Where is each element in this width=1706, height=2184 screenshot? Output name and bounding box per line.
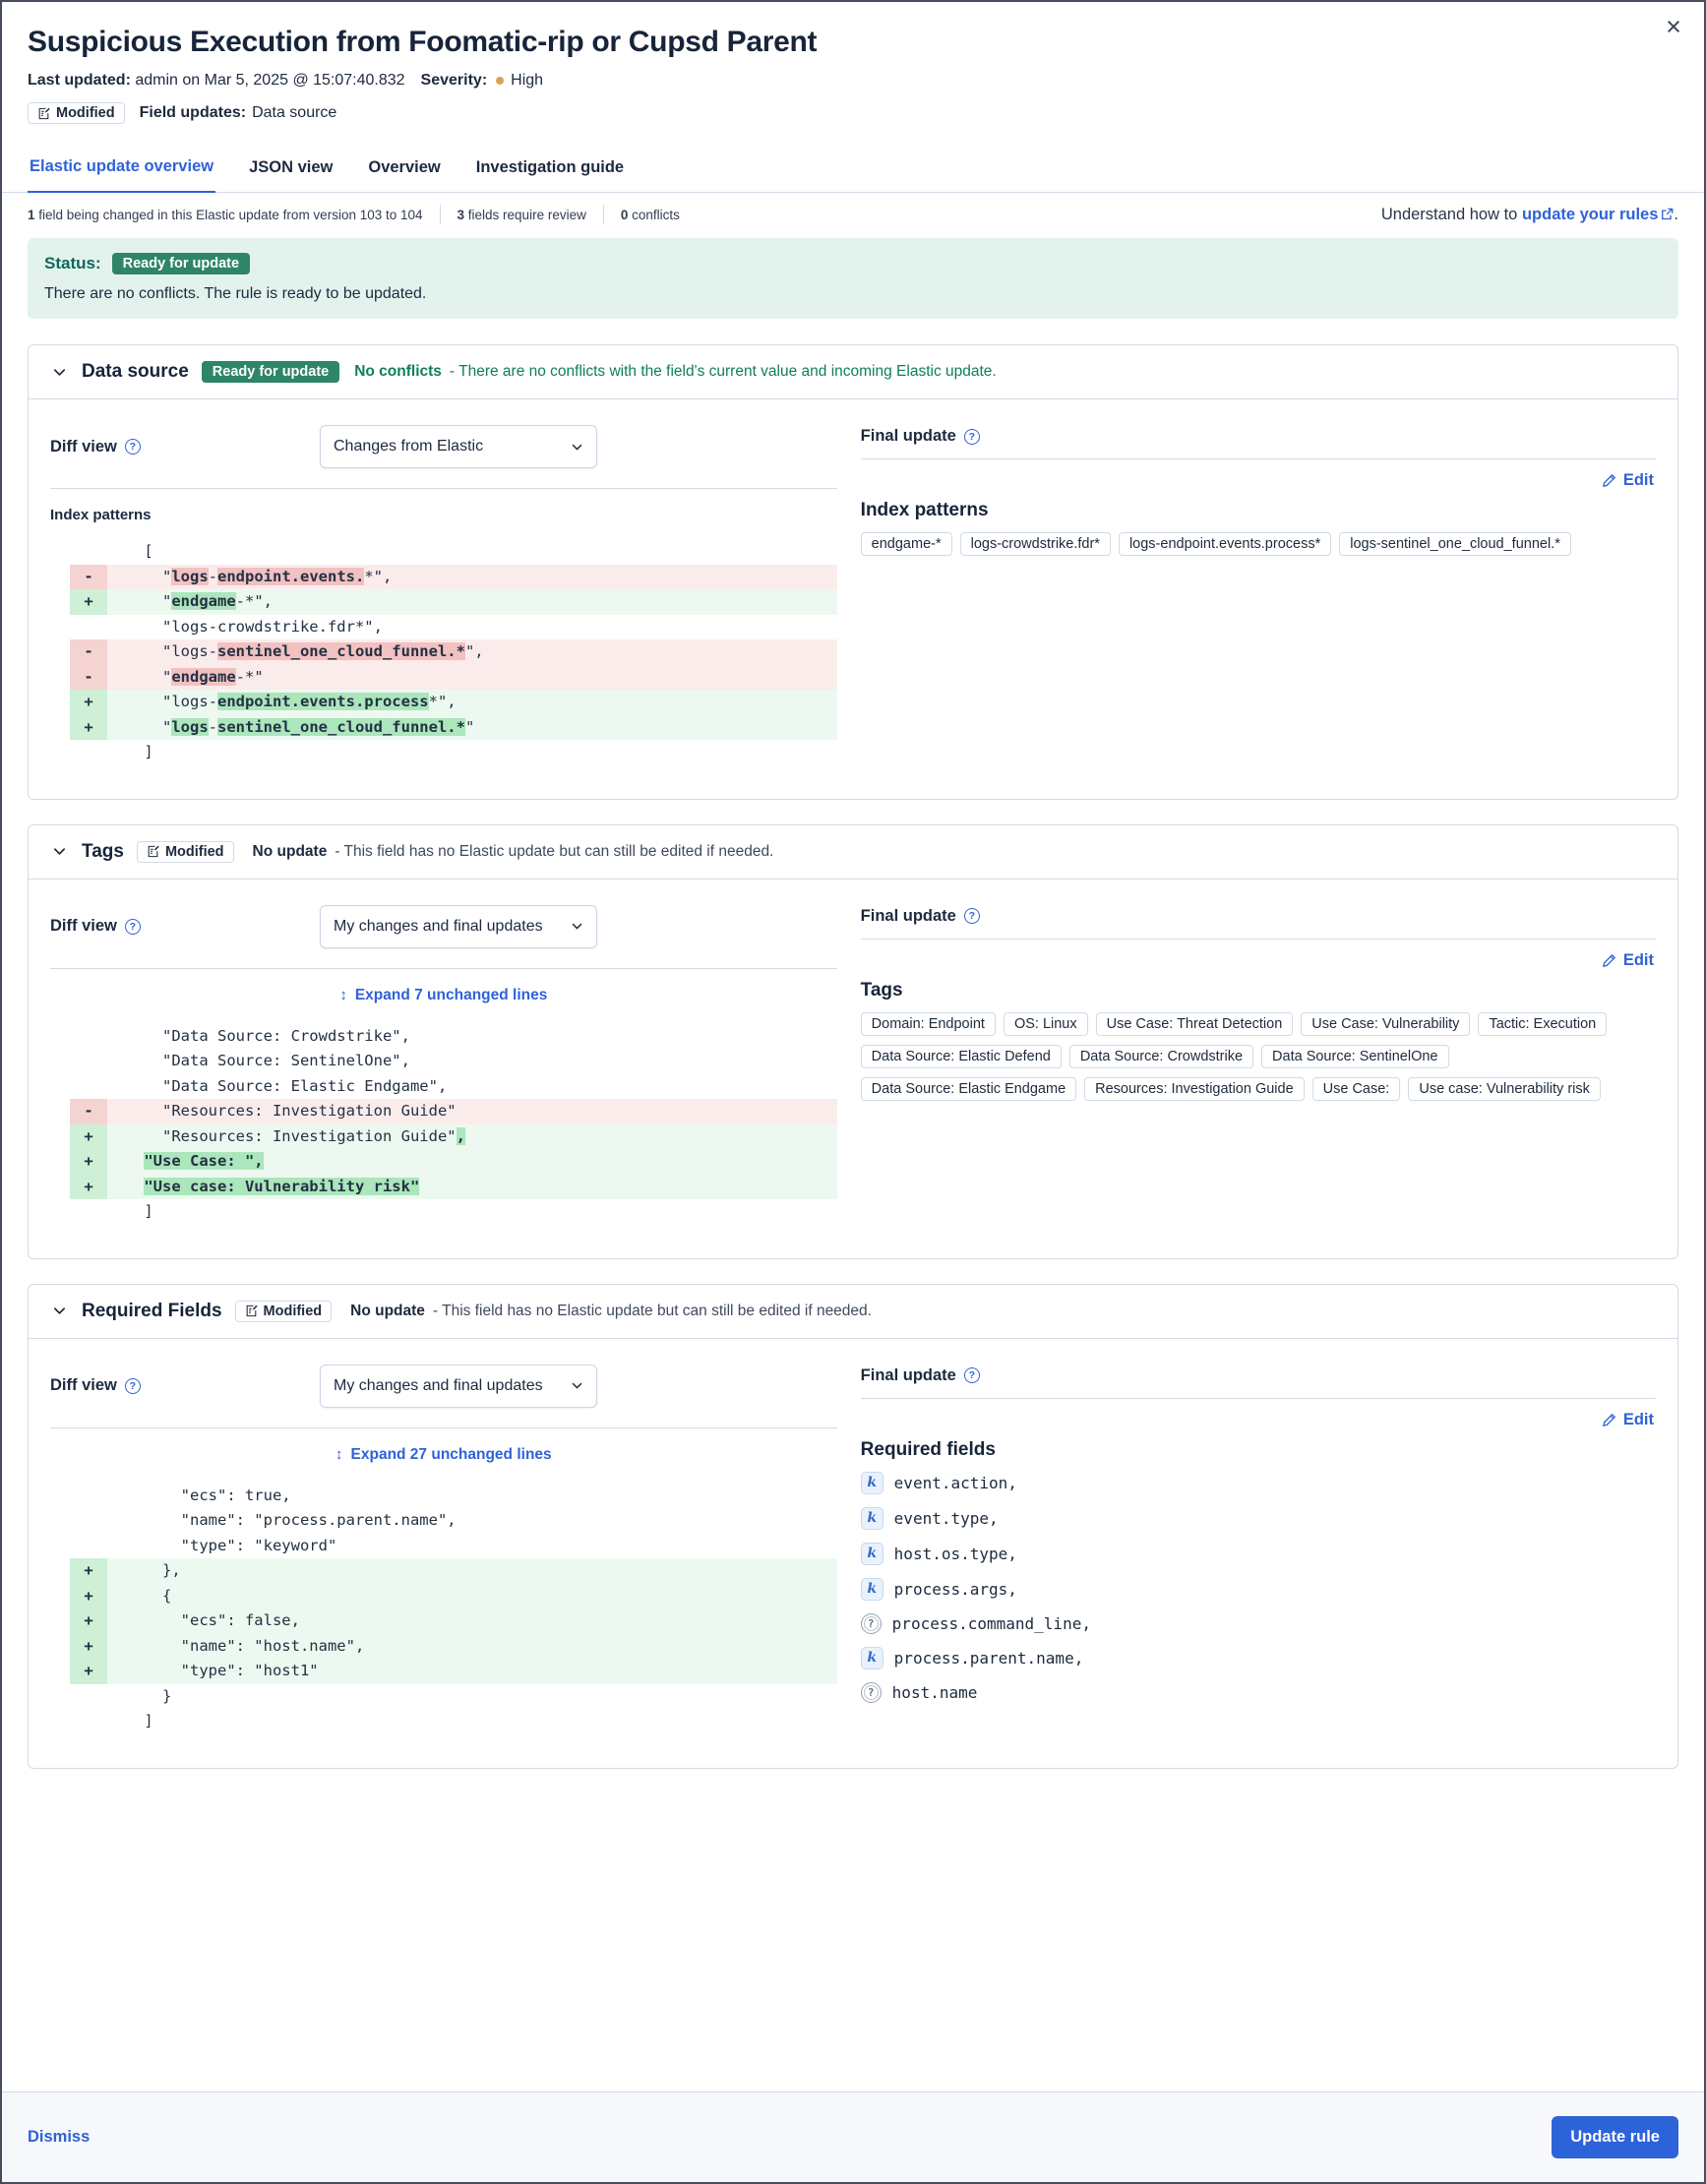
tags-diff <box>70 1024 837 1225</box>
tag-badges <box>861 1012 1656 1110</box>
update-your-rules-link[interactable]: update your rules <box>1522 206 1674 223</box>
panel-status: No conflicts - There are no conflicts with the field's current value and incoming Elastic update. <box>354 363 997 380</box>
required-field <box>861 1472 1656 1494</box>
help-icon[interactable] <box>964 429 980 445</box>
expand-icon <box>339 987 347 1004</box>
diff-line: + "type": "host1" <box>70 1659 837 1684</box>
value-badge: Use Case: Vulnerability <box>1301 1012 1470 1036</box>
help-prefix: Understand how to <box>1380 205 1522 223</box>
fields-review-stat: 3 fields require review <box>457 207 586 222</box>
required-fields-diff <box>70 1484 837 1734</box>
required-field <box>861 1543 1656 1565</box>
required-field-name: host.name <box>891 1682 978 1702</box>
value-badge: OS: Linux <box>1004 1012 1088 1036</box>
final-update-label: Final update <box>860 1365 956 1384</box>
tags-panel <box>28 824 1678 1259</box>
chevron-down-icon <box>571 1379 583 1392</box>
status-label: Status: <box>44 254 101 273</box>
panel-title: Tags <box>82 840 124 862</box>
modified-badge <box>28 102 125 124</box>
diff-view-select[interactable]: My changes and final updates <box>320 1365 597 1408</box>
document-edit-icon <box>147 845 159 858</box>
modified-badge: Modified <box>235 1301 333 1322</box>
severity-value: High <box>511 72 544 89</box>
data-source-panel-header <box>29 345 1677 399</box>
field-updates-value: Data source <box>252 104 337 121</box>
final-update-label: Final update <box>860 427 956 445</box>
help-suffix: . <box>1674 205 1678 223</box>
close-icon[interactable] <box>1657 10 1690 43</box>
rule-update-flyout <box>2 2 1704 1931</box>
diff-line: + "ecs": false, <box>70 1608 837 1634</box>
diff-line: [ <box>107 542 153 560</box>
rule-meta <box>28 72 1678 90</box>
modified-badge-label: Modified <box>56 105 115 121</box>
diff-view-label: Diff view <box>50 1376 117 1394</box>
required-field <box>861 1507 1656 1530</box>
status-callout <box>28 238 1678 319</box>
value-badge: logs-crowdstrike.fdr* <box>960 532 1111 556</box>
help-icon[interactable] <box>964 908 980 924</box>
diff-view-select[interactable]: Changes from Elastic <box>320 425 597 468</box>
value-badge: endgame-* <box>861 532 952 556</box>
edit-button[interactable]: Edit <box>1602 1411 1654 1429</box>
external-link-icon <box>1661 208 1674 220</box>
diff-line: "name": "process.parent.name", <box>107 1511 457 1529</box>
diff-line: - "logs-sentinel_one_cloud_funnel.*", <box>70 639 837 665</box>
diff-line: - "endgame-*" <box>70 665 837 691</box>
required-field-name: process.args, <box>893 1579 1017 1599</box>
value-badge: Use case: Vulnerability risk <box>1408 1077 1601 1101</box>
final-update-column <box>861 891 1656 1229</box>
diff-line: + "Use Case: ", <box>70 1149 837 1175</box>
expand-unchanged-lines-link[interactable]: ↕ Expand 27 unchanged lines <box>335 1446 552 1464</box>
value-badge: Data Source: SentinelOne <box>1261 1045 1448 1068</box>
panel-status: No update - This field has no Elastic update but can still be edited if needed. <box>350 1302 872 1319</box>
final-update-column <box>861 1351 1656 1738</box>
unknown-type-icon: ? <box>861 1682 882 1703</box>
keyword-type-icon: k <box>861 1647 883 1669</box>
required-field-name: process.command_line, <box>891 1613 1091 1633</box>
value-badge: Data Source: Elastic Defend <box>861 1045 1062 1068</box>
keyword-type-icon: k <box>861 1507 883 1530</box>
divider <box>603 205 604 224</box>
diff-line: + "endgame-*", <box>70 589 837 615</box>
required-field-name: process.parent.name, <box>893 1648 1084 1668</box>
value-badge: Data Source: Elastic Endgame <box>861 1077 1076 1101</box>
required-field-name: event.action, <box>893 1473 1017 1492</box>
fields-changed-stat: 1 field being changed in this Elastic update from version 103 to 104 <box>28 207 423 222</box>
help-icon[interactable] <box>125 439 141 455</box>
last-updated-label: Last updated: <box>28 72 131 89</box>
status-badge: Ready for update <box>112 253 250 274</box>
unknown-type-icon: ? <box>861 1613 882 1634</box>
value-badge: logs-endpoint.events.process* <box>1119 532 1331 556</box>
last-updated-value: admin on Mar 5, 2025 @ 15:07:40.832 <box>135 72 405 89</box>
required-field <box>861 1647 1656 1669</box>
ready-for-update-badge: Ready for update <box>202 361 339 383</box>
diff-line: + }, <box>70 1558 837 1584</box>
page-title: Suspicious Execution from Foomatic-rip or Cupsd Parent <box>28 26 818 58</box>
update-rule-button[interactable]: Update rule <box>1552 2116 1678 2158</box>
final-heading: Tags <box>860 979 903 1001</box>
value-badge: Resources: Investigation Guide <box>1084 1077 1305 1101</box>
diff-line: } <box>107 1686 172 1705</box>
diff-code-title: Index patterns <box>50 507 152 523</box>
required-field-name: event.type, <box>893 1508 999 1528</box>
document-edit-icon <box>245 1304 258 1317</box>
help-text <box>1381 206 1678 224</box>
diff-line: + "logs-sentinel_one_cloud_funnel.*" <box>70 715 837 741</box>
document-edit-icon <box>37 107 50 120</box>
diff-line: ] <box>107 743 153 760</box>
diff-column <box>50 411 837 769</box>
flyout-footer <box>2 2092 1704 2182</box>
diff-column <box>50 1351 837 1738</box>
update-stats <box>28 205 680 224</box>
required-field <box>861 1682 1656 1703</box>
index-patterns-diff <box>70 539 837 765</box>
index-pattern-badges <box>861 532 1656 565</box>
expand-icon <box>335 1446 343 1464</box>
diff-line: + "Resources: Investigation Guide", <box>70 1124 837 1150</box>
tab-elastic-update-overview[interactable]: Elastic update overview <box>28 150 215 193</box>
divider <box>440 205 441 224</box>
diff-line: + "name": "host.name", <box>70 1634 837 1660</box>
diff-line: ] <box>107 1202 153 1220</box>
flyout-header <box>28 2 1678 124</box>
help-icon[interactable] <box>125 919 141 935</box>
diff-line: + "logs-endpoint.events.process*", <box>70 690 837 715</box>
required-fields-list <box>861 1472 1656 1703</box>
final-heading: Index patterns <box>860 500 989 520</box>
diff-line: + "Use case: Vulnerability risk" <box>70 1175 837 1200</box>
required-field <box>861 1578 1656 1601</box>
value-badge: Use Case: <box>1312 1077 1401 1101</box>
keyword-type-icon: k <box>861 1472 883 1494</box>
chevron-down-icon <box>571 441 583 454</box>
diff-line: "Data Source: Crowdstrike", <box>107 1026 410 1045</box>
severity-dot-icon <box>496 77 504 85</box>
severity-label: Severity: <box>420 72 488 89</box>
final-update-column <box>861 411 1656 769</box>
diff-view-select[interactable]: My changes and final updates <box>320 905 597 948</box>
help-icon[interactable] <box>964 1367 980 1383</box>
chevron-down-icon <box>571 920 583 933</box>
final-heading: Required fields <box>860 1438 996 1460</box>
modified-badge: Modified <box>137 841 234 863</box>
chevron-down-icon[interactable] <box>50 842 69 861</box>
edit-button[interactable]: Edit <box>1602 471 1654 490</box>
diff-line: "Data Source: Elastic Endgame", <box>107 1076 448 1095</box>
keyword-type-icon: k <box>861 1543 883 1565</box>
update-info-bar <box>28 193 1678 238</box>
required-field-name: host.os.type, <box>893 1544 1017 1563</box>
conflicts-stat: 0 conflicts <box>620 207 680 222</box>
pencil-icon <box>1602 953 1616 968</box>
chevron-down-icon[interactable] <box>50 363 69 382</box>
keyword-type-icon: k <box>861 1578 883 1601</box>
tags-panel-header <box>29 825 1677 880</box>
rule-badges <box>28 102 1678 124</box>
field-updates-label: Field updates: <box>139 104 247 121</box>
pencil-icon <box>1602 1413 1616 1427</box>
pencil-icon <box>1602 473 1616 488</box>
diff-line: - "logs-endpoint.events.*", <box>70 565 837 590</box>
required-field <box>861 1613 1656 1634</box>
diff-view-label: Diff view <box>50 917 117 935</box>
required-fields-panel-header <box>29 1285 1677 1339</box>
panel-title: Required Fields <box>82 1300 222 1321</box>
final-update-label: Final update <box>860 906 956 925</box>
diff-view-label: Diff view <box>50 437 117 455</box>
value-badge: Domain: Endpoint <box>861 1012 996 1036</box>
value-badge: Data Source: Crowdstrike <box>1069 1045 1253 1068</box>
diff-line: + { <box>70 1584 837 1609</box>
edit-button[interactable]: Edit <box>1602 951 1654 970</box>
chevron-down-icon[interactable] <box>50 1302 69 1320</box>
help-icon[interactable] <box>125 1378 141 1394</box>
required-fields-panel <box>28 1284 1678 1769</box>
value-badge: Use Case: Threat Detection <box>1096 1012 1294 1036</box>
dismiss-button[interactable]: Dismiss <box>28 2128 91 2146</box>
diff-line: ] <box>107 1712 153 1729</box>
value-badge: logs-sentinel_one_cloud_funnel.* <box>1339 532 1571 556</box>
panel-title: Data source <box>82 361 189 382</box>
tab-overview[interactable]: Overview <box>366 150 442 192</box>
expand-unchanged-lines-link[interactable]: ↕ Expand 7 unchanged lines <box>339 987 547 1004</box>
diff-line: "ecs": true, <box>107 1486 291 1504</box>
data-source-panel <box>28 344 1678 800</box>
diff-line: "Data Source: SentinelOne", <box>107 1052 410 1069</box>
diff-line: "type": "keyword" <box>107 1536 337 1554</box>
tab-json-view[interactable]: JSON view <box>247 150 335 192</box>
diff-line: "logs-crowdstrike.fdr*", <box>107 617 383 636</box>
tab-bar <box>2 144 1704 193</box>
value-badge: Tactic: Execution <box>1478 1012 1607 1036</box>
diff-column <box>50 891 837 1229</box>
panel-status: No update - This field has no Elastic update but can still be edited if needed. <box>252 842 774 860</box>
status-message: There are no conflicts. The rule is ready to be updated. <box>44 285 427 302</box>
tab-investigation-guide[interactable]: Investigation guide <box>474 150 626 192</box>
diff-line: - "Resources: Investigation Guide" <box>70 1099 837 1124</box>
